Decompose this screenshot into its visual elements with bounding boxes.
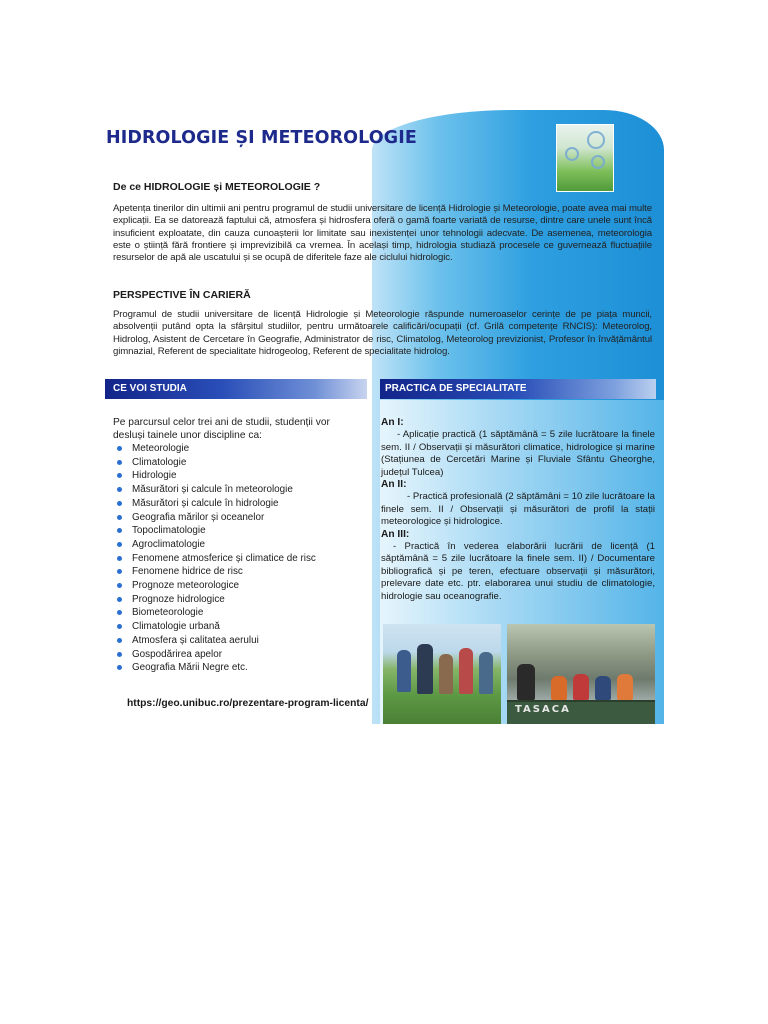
practice-year-1: An I:: [381, 417, 404, 428]
bullet-icon: [117, 528, 122, 533]
list-item: Fenomene hidrice de risc: [113, 565, 316, 579]
practice-band-label: PRACTICA DE SPECIALITATE: [385, 383, 527, 394]
bullet-icon: [117, 542, 122, 547]
person-figure: [551, 676, 567, 700]
bullet-icon: [117, 473, 122, 478]
bullet-icon: [117, 487, 122, 492]
practice-year-2: An II:: [381, 479, 407, 491]
person-figure: [595, 676, 611, 700]
bullet-icon: [117, 638, 122, 643]
molecule-icon: [591, 155, 605, 169]
person-figure: [439, 654, 453, 694]
list-item: Geografia mărilor și oceanelor: [113, 511, 316, 525]
molecule-icon: [565, 147, 579, 161]
list-item: Atmosfera și calitatea aerului: [113, 634, 316, 648]
subject-list: [113, 442, 316, 675]
bullet-icon: [117, 583, 122, 588]
program-link[interactable]: https://geo.unibuc.ro/prezentare-program-licenta/: [127, 698, 369, 709]
bullet-icon: [117, 556, 122, 561]
list-item: Fenomene atmosferice și climatice de risc: [113, 552, 316, 566]
boat-trip-photo: [507, 624, 655, 724]
career-paragraph: Programul de studii universitare de licență Hidrologie și Meteorologie răspunde numeroaselor cerințe de pe piața muncii, absolvenții putând opta la sfârșitul studiilor, pentru următoarele calificări/ocupații (cf. Grilă competențe RNCIS): Meteorolog, Hidrolog, Asistent de Cercetare în Geografie, Administrator de risc, Climatolog, Meteorolog previzionist, Profesor în învățământul gimnazial, Referent de specialitate hidrogeolog, Referent de specialitate hidrolog.: [113, 309, 652, 357]
molecule-icon: [587, 131, 605, 149]
list-item: Prognoze meteorologice: [113, 579, 316, 593]
person-figure: [397, 650, 411, 692]
field-practice-photo: [383, 624, 501, 724]
page-title: HIDROLOGIE ȘI METEOROLOGIE: [106, 128, 417, 148]
study-intro: Pe parcursul celor trei ani de studii, studenții vor desluși tainele unor discipline ca:: [113, 417, 330, 441]
study-band-label: CE VOI STUDIA: [113, 383, 187, 394]
person-figure: [517, 664, 535, 700]
bullet-icon: [117, 446, 122, 451]
bullet-icon: [117, 515, 122, 520]
person-figure: [617, 674, 633, 700]
person-figure: [573, 674, 589, 700]
list-item: Topoclimatologie: [113, 524, 316, 538]
practice-year-3: An III:: [381, 528, 410, 540]
list-item: Gospodărirea apelor: [113, 648, 316, 662]
bullet-icon: [117, 652, 122, 657]
list-item: Biometeorologie: [113, 606, 316, 620]
list-item: Agroclimatologie: [113, 538, 316, 552]
practice-text-3: - Practică în vederea elaborării lucrării de licență (1 săptămână = 5 zile lucrătoare la finele sem. II) / Documentare bibliografică și pe teren, efectuare observații și măsurători, prelevare date etc. ptr. elaborarea unui studiu de climatologie, hidrologie sau oceanografie.: [381, 541, 655, 602]
bullet-icon: [117, 610, 122, 615]
list-item: Prognoze hidrologice: [113, 593, 316, 607]
person-figure: [459, 648, 473, 694]
list-item: Geografia Mării Negre etc.: [113, 661, 316, 675]
bullet-icon: [117, 624, 122, 629]
career-heading: PERSPECTIVE ÎN CARIERĂ: [113, 289, 251, 301]
bullet-icon: [117, 665, 122, 670]
practice-text-1: - Aplicație practică (1 săptămână = 5 zile lucrătoare la finele sem. II / Observații și măsurători climatice, hidrologice și marine (Stațiunea de Cercetări Marine și Fluviale Sfântu Gheorghe, județul Tulcea): [381, 429, 655, 478]
bullet-icon: [117, 569, 122, 574]
practice-text-2: - Practică profesională (2 săptămâni = 10 zile lucrătoare la finele sem. II / Observații și măsurători de profil la stații meteorologice și hidrologice.: [381, 491, 655, 528]
list-item: Climatologie urbană: [113, 620, 316, 634]
list-item: Hidrologie: [113, 469, 316, 483]
bullet-icon: [117, 460, 122, 465]
why-heading: De ce HIDROLOGIE și METEOROLOGIE ?: [113, 181, 321, 193]
why-paragraph: Apetența tinerilor din ultimii ani pentru programul de studii universitare de licență Hidrologie și Meteorologie, poate avea mai multe explicații. Ea se datorează faptului că, atmosfera și hidrosfera oferă o gamă foarte variată de resurse, dintre care unele sunt încă insuficient exploatate, din cauza cunoașterii lor limitate sau inexistenței unor tehnologii adecvate. De asemenea, meteorologia este o știință fără frontiere și imprevizibilă ca vremea. În același timp, hidrologia studiază procesele ce guvernează fluctuațiile resurselor de apă ale uscatului și se ocupă de diferitele faze ale ciclului hidrologic.: [113, 203, 652, 264]
list-item: Măsurători și calcule în meteorologie: [113, 483, 316, 497]
list-item: Meteorologie: [113, 442, 316, 456]
boat-label: TASACA: [515, 704, 571, 715]
bullet-icon: [117, 501, 122, 506]
person-figure: [417, 644, 433, 694]
bullet-icon: [117, 597, 122, 602]
person-figure: [479, 652, 493, 694]
header-photo: [556, 124, 614, 192]
list-item: Climatologie: [113, 456, 316, 470]
list-item: Măsurători și calcule în hidrologie: [113, 497, 316, 511]
practice-section: [381, 417, 655, 603]
